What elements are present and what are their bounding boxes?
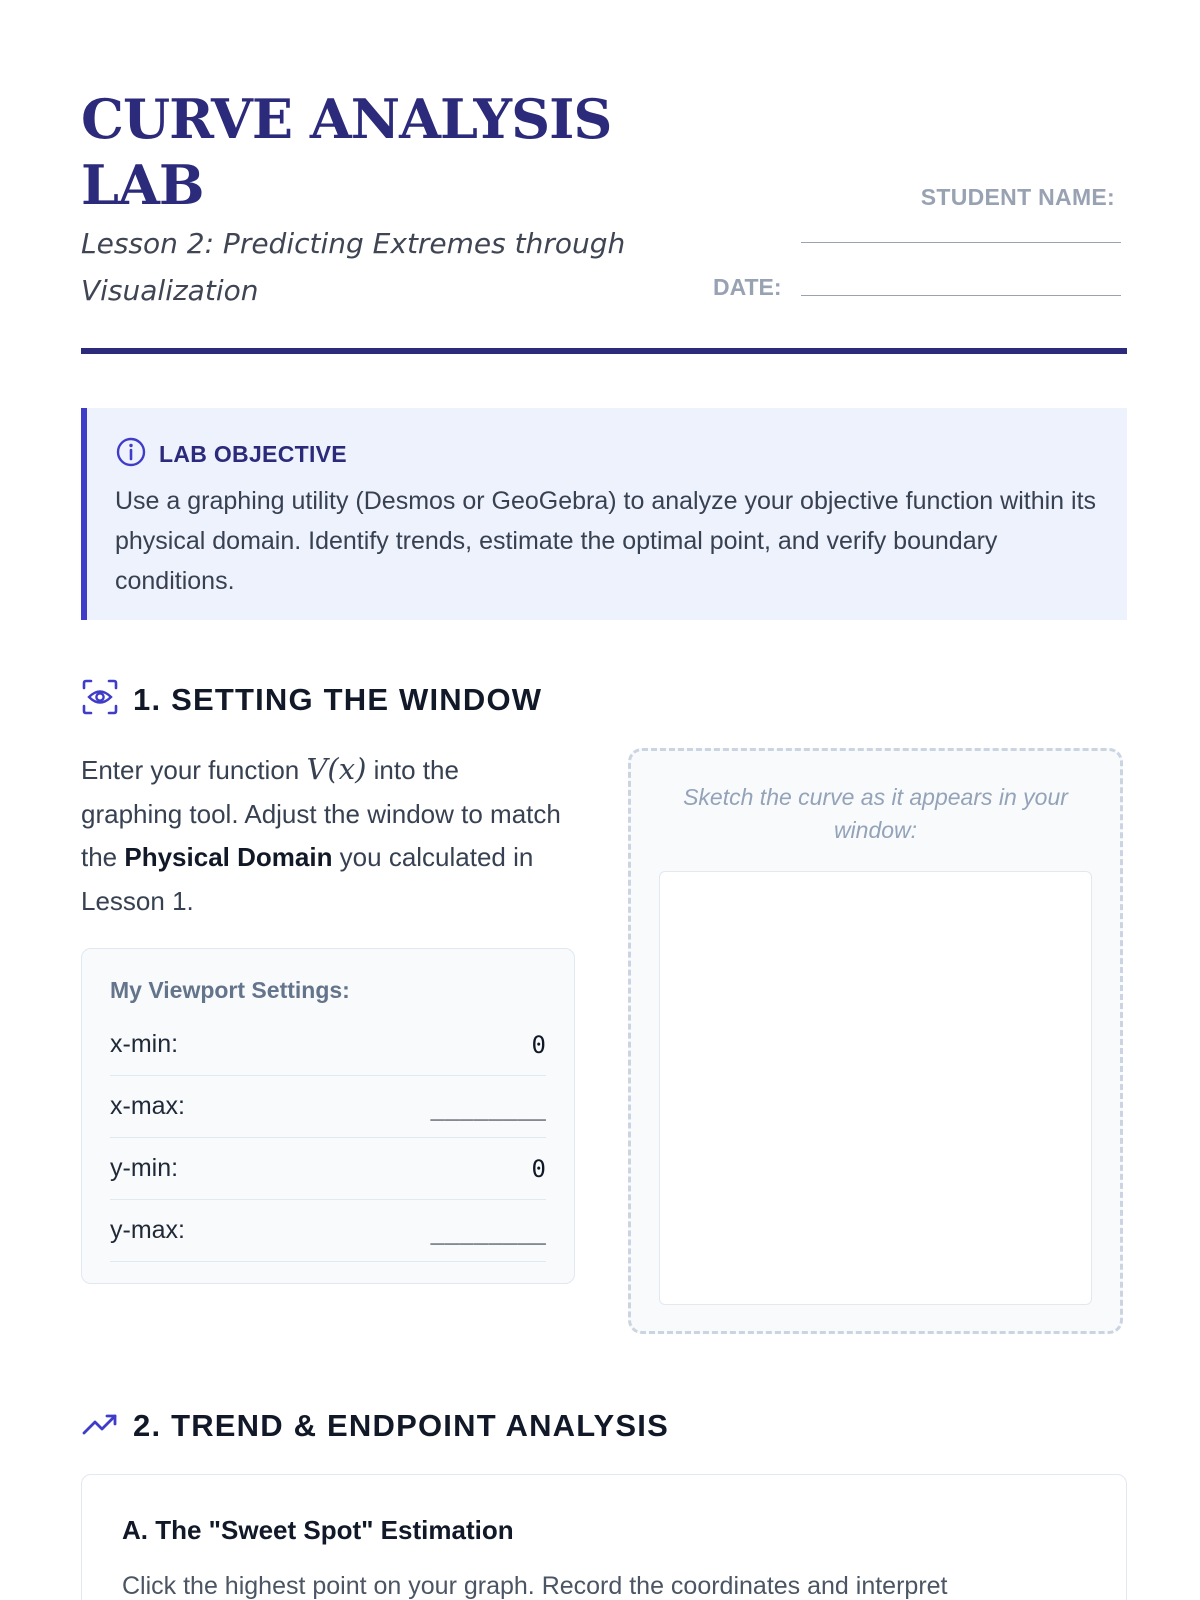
sweet-spot-title: A. The "Sweet Spot" Estimation [122, 1515, 514, 1545]
page-subtitle: Lesson 2: Predicting Extremes through Visualization [81, 227, 626, 307]
date-field[interactable] [801, 295, 1121, 296]
sweet-spot-instructions: Click the highest point on your graph. Record the coordinates and interpret [122, 1572, 948, 1600]
ymin-value[interactable]: 0 [531, 1154, 546, 1183]
section-2-header [81, 1404, 669, 1447]
section-1-instructions [81, 748, 561, 923]
sweet-spot-card [81, 1474, 1127, 1600]
viewport-row-xmin [110, 1014, 546, 1076]
physical-domain-emphasis: Physical Domain [124, 842, 333, 872]
objective-text: Use a graphing utility (Desmos or GeoGebra) to analyze your objective function within its physical domain. Identify trends, estimate the optimal point, and verify boundary conditions. [115, 487, 1097, 595]
ymin-label: y-min: [110, 1154, 179, 1182]
intro-text-middle: into the graphing tool. Adjust the window to match the [81, 755, 561, 872]
lab-objective-callout [81, 408, 1127, 620]
date-label: DATE: [713, 274, 782, 300]
page-title: CURVE ANALYSIS LAB [81, 87, 612, 217]
viewport-settings-title: My Viewport Settings: [110, 977, 350, 1003]
sketch-area [628, 748, 1123, 1334]
worksheet-header [81, 86, 1127, 314]
intro-text-start: Enter your function [81, 755, 307, 785]
section-2-title: 2. TREND & ENDPOINT ANALYSIS [133, 1407, 669, 1443]
viewport-row-xmax [110, 1076, 546, 1138]
student-name-label: STUDENT NAME: [920, 184, 1115, 210]
viewport-row-ymin [110, 1138, 546, 1200]
xmax-label: x-max: [110, 1092, 185, 1120]
intro-text-end: you calculated in Lesson 1. [81, 842, 534, 916]
trending-up-icon [81, 1404, 119, 1447]
student-name-field[interactable] [801, 242, 1121, 243]
section-1-title: 1. SETTING THE WINDOW [133, 681, 543, 717]
objective-heading: LAB OBJECTIVE [159, 441, 347, 467]
viewport-row-ymax [110, 1200, 546, 1262]
xmin-value[interactable]: 0 [531, 1030, 546, 1059]
function-symbol: V(x) [306, 752, 367, 786]
header-divider [81, 348, 1127, 354]
focus-eye-icon [81, 678, 119, 721]
sketch-canvas[interactable] [659, 871, 1092, 1305]
sketch-caption: Sketch the curve as it appears in your window: [683, 784, 1068, 843]
viewport-settings-card [81, 948, 575, 1284]
ymax-value[interactable]: ________ [430, 1216, 546, 1245]
xmax-value[interactable]: ________ [430, 1092, 546, 1121]
ymax-label: y-max: [110, 1216, 185, 1244]
xmin-label: x-min: [110, 1030, 179, 1058]
info-icon [115, 436, 147, 473]
section-1-header [81, 678, 542, 721]
